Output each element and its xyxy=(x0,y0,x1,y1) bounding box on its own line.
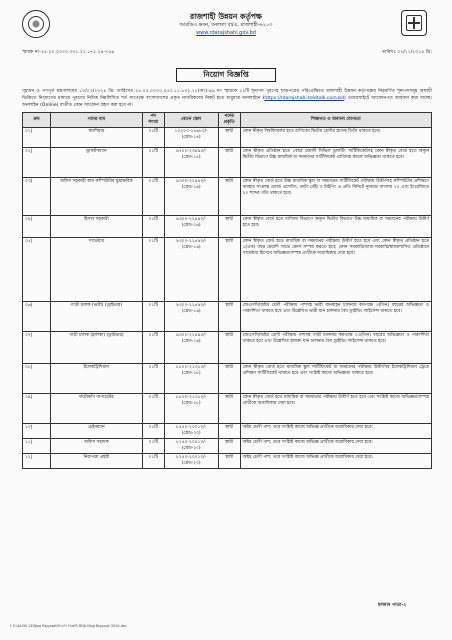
table-row xyxy=(23,439,432,454)
serial-cell: ০৮| xyxy=(23,364,51,394)
table-row xyxy=(23,332,432,364)
qualification-cell: অষ্টম শ্রেণী পাশ; তবে সংশ্লিষ্ট কাজে অভিজ্ঞ প্রার্থীকে অগ্রাধিকার দেয়া হবে। xyxy=(240,454,431,469)
post-type-cell: স্থায়ী xyxy=(218,439,240,454)
post-type-cell: স্থায়ী xyxy=(218,148,240,178)
serial-cell: ০৬| xyxy=(23,302,51,332)
post-count-cell: ০১টি xyxy=(142,332,164,364)
post-name-cell: ফটোকপি অপারেটর xyxy=(50,394,142,424)
notice-title: নিয়োগ বিজ্ঞপ্তি xyxy=(176,68,276,82)
serial-cell: ০৭| xyxy=(23,332,51,364)
post-count-cell: ০১টি xyxy=(142,238,164,302)
header-qualification: শিক্ষাগত ও অন্যান্য যোগ্যতা xyxy=(240,113,431,128)
application-link[interactable]: https://rdarajshahi.teletalk.com.bd xyxy=(264,96,345,101)
organization-name: রাজশাহী উন্নয়ন কর্তৃপক্ষ xyxy=(190,12,262,21)
memo-number: স্মারক নং-২৫.০০.০০০০.০৩১.১১.১৭২.২৪-৭২৬ xyxy=(22,50,115,55)
post-count-cell: ০১টি xyxy=(142,439,164,454)
post-count-cell: ০১টি xyxy=(142,424,164,439)
serial-cell: ০৪| xyxy=(23,216,51,238)
header-serial: ক্রম xyxy=(23,113,51,128)
post-type-cell: স্থায়ী xyxy=(218,216,240,238)
post-name-cell: গাড়ী চালক (ভারী) (ড্রাইভার) xyxy=(50,302,142,332)
post-type-cell: স্থায়ী xyxy=(218,302,240,332)
post-count-cell: ০১টি xyxy=(142,302,164,332)
post-name-cell: অফিস সহায়ক xyxy=(50,439,142,454)
post-name-cell: নিরাপত্তা প্রহরী xyxy=(50,454,142,469)
table-row xyxy=(23,454,432,469)
table-row xyxy=(23,302,432,332)
pay-scale-cell: ৮২৫০-২০০১০/- (গ্রেড-২০) xyxy=(164,424,218,439)
header-post-type: পদের প্রকৃতি xyxy=(218,113,240,128)
table-row xyxy=(23,128,432,148)
qualification-cell: কোন স্বীকৃত বোর্ড হতে মাধ্যমিক বা সমমানের পরীক্ষায় উত্তীর্ণ হতে হবে এবং সংশ্লিষ্ট কাজে অভিজ্ঞতাসম্পন্ন প্রার্থীকে অগ্রাধিকার দেয়া হবে। xyxy=(240,394,431,424)
post-type-cell: স্থায়ী xyxy=(218,364,240,394)
header-pay-scale: বেতন স্কেল xyxy=(164,113,218,128)
post-name-cell: সার্ভেয়ার xyxy=(50,238,142,302)
table-row xyxy=(23,394,432,424)
serial-cell: ১১| xyxy=(23,439,51,454)
serial-cell: ০৫| xyxy=(23,238,51,302)
pay-scale-cell: ৯৩০০-২২৪৯০/- (গ্রেড-১৬) xyxy=(164,302,218,332)
qualification-cell: জেএসসি/অষ্টম শ্রেণী পরীক্ষায় পাশসহ গাড়ী চালনায় কমপক্ষে ০৩(তিন) বছরের অভিজ্ঞতা ও পারদর্শিতা থাকতে হবে এবং উল্লেখিত হালকা যান চালনার বৈধ ড্রাইভিং লাইসেন্স থাকতে হবে। xyxy=(240,332,431,364)
qualification-cell: কোন স্বীকৃত বোর্ড হতে মাধ্যমিক স্কুল সার্টিফিকেট বা সমমানের পরীক্ষায় উত্তীর্ণসহ ইলেকট্রিশিয়ান ট্রেডে প্রশিক্ষণ সার্টিফিকেট থাকতে হবে এবং সংশ্লিষ্ট কাজে অভিজ্ঞতা থাকতে হবে। xyxy=(240,364,431,394)
organization-address: আরডিএ ভবন, বনলতা বা/এ, রাজশাহী-৬২০৩ xyxy=(179,22,273,28)
post-name-cell: অফিস সহকারী কাম কম্পিউটার মুদ্রাক্ষরিক xyxy=(50,178,142,216)
qualification-cell: কোন স্বীকৃত বোর্ড হতে উচ্চ মাধ্যমিক স্কুল বা সমমানের সার্টিফিকেট পরীক্ষায় উত্তীর্ণসহ কম্পিউটার প্রশিক্ষণে ব্যবহার সংক্রান্ত ওয়ার্ড প্রসেসিং, ডাটা এন্ট্রি ও টাইপিং এ প্রতি মিনিটে ন্যূনতম বাংলায় ২০ এবং ইংরেজিতে ২০ শব্দের গতি থাকতে হবে। xyxy=(240,178,431,216)
post-count-cell: ০১টি xyxy=(142,394,164,424)
serial-cell: ০৯| xyxy=(23,394,51,424)
qualification-cell: কোন স্বীকৃত প্রতিষ্ঠান হতে ১বছর মেয়াদী সিভিল ড্রাফটিং সার্টিফিকেটসহ কোন স্বীকৃত বোর্ড হতে অন্যূন দ্বিতীয় বিভাগে উচ্চ মাধ্যমিক বা সমমানের সার্টিফিকেট প্রাপ্তিসহ কাজে অভিজ্ঞতা থাকতে হবে। xyxy=(240,148,431,178)
pay-scale-cell: ৯৭০০-২৩৪৯০/- (গ্রেড-১৫) xyxy=(164,148,218,178)
pay-scale-cell: ৯৩০০-২২৪৯০/- (গ্রেড-১৬) xyxy=(164,332,218,364)
header-post-count: পদ সংখ্যা xyxy=(142,113,164,128)
vacancy-table xyxy=(22,112,432,469)
continued-page-note: চলমান পাতা-২ xyxy=(378,603,407,608)
pay-scale-cell: ৮২৫০-২০০১০/- (গ্রেড-২০) xyxy=(164,454,218,469)
rda-logo-icon xyxy=(401,10,427,36)
post-count-cell: ০১টি xyxy=(142,128,164,148)
header-post-name: পদের নাম xyxy=(50,113,142,128)
post-type-cell: স্থায়ী xyxy=(218,128,240,148)
footer-file-path: I: E:\ALON 13\Nieg Bigyopti\নিয়োগ বিজ্ঞপ্তি RDA Niog Bigyopti 2024.doc xyxy=(10,624,127,628)
post-type-cell: স্থায়ী xyxy=(218,332,240,364)
post-count-cell: ০১টি xyxy=(142,216,164,238)
intro-text-after: ওয়েবসাইটে আবেদনপত্র আহবান করা যাচ্ছে। অনলাইন (Online) ব্যতীত কোন আবেদন গ্রহণ করা হবে না। xyxy=(22,96,432,108)
post-type-cell: স্থায়ী xyxy=(218,394,240,424)
pay-scale-cell: ৮২৫০-২০০১০/- (গ্রেড-২০) xyxy=(164,439,218,454)
table-row xyxy=(23,216,432,238)
serial-cell: ০২| xyxy=(23,148,51,178)
qualification-cell: কোন স্বীকৃত বিশ্ববিদ্যালয় হতে বাণিজ্যে দ্বিতীয় শ্রেণীর স্নাতক ডিগ্রি থাকতে হবে। xyxy=(240,128,431,148)
post-name-cell: ক্যাশিয়ার xyxy=(50,128,142,148)
serial-cell: ১০| xyxy=(23,424,51,439)
issue-date: তারিখঃ ০৭/১১/২০২৪ খ্রি: xyxy=(381,50,432,55)
post-count-cell: ০১টি xyxy=(142,178,164,216)
reference-line xyxy=(22,48,432,56)
pay-scale-cell: ৮৮০০-২১৩১০/- (গ্রেড-১৮) xyxy=(164,364,218,394)
post-type-cell: স্থায়ী xyxy=(218,178,240,216)
table-row xyxy=(23,364,432,394)
post-type-cell: স্থায়ী xyxy=(218,454,240,469)
post-count-cell: ০১টি xyxy=(142,364,164,394)
table-row xyxy=(23,238,432,302)
post-count-cell: ০১টি xyxy=(142,454,164,469)
pay-scale-cell: ৯৩০০-২২৪৯০/- (গ্রেড-১৬) xyxy=(164,238,218,302)
intro-text: গৃহায়ন ও গণপূর্ত মন্ত্রণালয়ের ১০/০৩/২০২৪ খ্রি: তারিখের ২৫.০০.০০০০.০৫৩.১১.৫৩২.২২(অং)-৯৯ নং স্মারকে ১২টি শূন্যপদ পূরণের ছাড়পত্রের পরিপ্রেক্ষিতে রাজশাহী উন্নয়ন কর্তৃপক্ষের নিম্নবর্ণিত শূন্যপদসমূহ অস্থায়ী ভিত্তিতে নিয়োগের মাধ্যমে পূরণের নিমিত্ত নিম্নলিখিত শর্ত সাপেক্ষে বাংলাদেশের প্রকৃত নাগরিকদের নিকট হতে শুধুমাত্র অনলাইনে xyxy=(22,89,432,101)
pay-scale-cell: ৯৩০০-২২৪৯০/- (গ্রেড-১৬) xyxy=(164,178,218,216)
serial-cell: ১২| xyxy=(23,454,51,469)
post-name-cell: ড্রাফটসম্যান xyxy=(50,148,142,178)
qualification-cell: অষ্টম শ্রেণী পাশ; তবে সংশ্লিষ্ট কাজে অভিজ্ঞ প্রার্থীকে অগ্রাধিকার দেয়া হবে। xyxy=(240,424,431,439)
table-row xyxy=(23,424,432,439)
qualification-cell: কোন স্বীকৃত বোর্ড হতে মাধ্যমিক বা সমমানের পরীক্ষায় উত্তীর্ণ হতে হবে এবং কোন স্বীকৃত প্রতিষ্ঠান হতে ১(এক) বছর মেয়াদি সার্ভে কোর্স সম্পন্ন করতে হবে; কোন সরকারি/আধা-সরকারি/স্বায়ত্তশাসিত প্রতিষ্ঠানে সার্ভেয়ার হিসেবে অভিজ্ঞতাসম্পন্ন প্রার্থীকে অগ্রাধিকার দেয়া হবে। xyxy=(240,238,431,302)
table-row xyxy=(23,178,432,216)
post-type-cell: স্থায়ী xyxy=(218,424,240,439)
post-name-cell: ইলেকট্রিশিয়ান xyxy=(50,364,142,394)
pay-scale-cell: ৯৩০০-২২৪৯০/- (গ্রেড-১৬) xyxy=(164,216,218,238)
organization-website-link[interactable]: www.rdarajshahi.gov.bd xyxy=(196,30,256,36)
pay-scale-cell: ১০২০০-২৪৬৮০/- (গ্রেড-১৪) xyxy=(164,128,218,148)
intro-paragraph: গৃহায়ন ও গণপূর্ত মন্ত্রণালয়ের ১০/০৩/২০২৪ খ্রি: তারিখের ২৫.০০.০০০০.০৫৩.১১.৫৩২.২২(অং)-৯৯ নং স্মারকে ১২টি শূন্যপদ পূরণের ছাড়পত্রের পরিপ্রেক্ষিতে রাজশাহী উন্নয়ন কর্তৃপক্ষের নিম্নবর্ণিত শূন্যপদসমূহ অস্থায়ী ভিত্তিতে নিয়োগের মাধ্যমে পূরণের নিমিত্ত নিম্নলিখিত শর্ত সাপেক্ষে বাংলাদেশের প্রকৃত নাগরিকদের নিকট হতে শুধুমাত্র অনলাইনে (https://rdarajshahi.teletalk.com.bd) ওয়েবসাইটে আবেদনপত্র আহবান করা যাচ্ছে। অনলাইন (Online) ব্যতীত কোন আবেদন গ্রহণ করা হবে না। xyxy=(22,89,432,108)
table-row xyxy=(23,148,432,178)
qualification-cell: কোন স্বীকৃত বোর্ড হতে বাণিজ্য বিভাগে অন্যূন দ্বিতীয় বিভাগে উচ্চ মাধ্যমিক বা সমমানের পরীক্ষায় উত্তীর্ণ হতে হবে। xyxy=(240,216,431,238)
qualification-cell: অষ্টম শ্রেণী পাশ; তবে সংশ্লিষ্ট কাজে অভিজ্ঞ প্রার্থীকে অগ্রাধিকার দেয়া হবে। xyxy=(240,439,431,454)
pay-scale-cell: ৮৮০০-২১৩১০/- (গ্রেড-১৮) xyxy=(164,394,218,424)
post-name-cell: চেইনম্যান xyxy=(50,424,142,439)
serial-cell: ০৩| xyxy=(23,178,51,216)
table-header-row xyxy=(23,113,432,128)
post-name-cell: হিসাব সহকারী xyxy=(50,216,142,238)
post-name-cell: গাড়ী চালক (হালকা) (ড্রাইভার) xyxy=(50,332,142,364)
qualification-cell: জেএসসি/অষ্টম শ্রেণী পরীক্ষায় পাশসহ ভারী যানবাহন চালনায় কমপক্ষে ৩(তিন) বছরের অভিজ্ঞতা ও পারদর্শিতা থাকতে হবে এবং উল্লেখিত ভারী যান চালনার বৈধ ড্রাইভিং লাইসেন্স থাকতে হবে। xyxy=(240,302,431,332)
post-count-cell: ০১টি xyxy=(142,148,164,178)
serial-cell: ০১| xyxy=(23,128,51,148)
post-type-cell: স্থায়ী xyxy=(218,238,240,302)
